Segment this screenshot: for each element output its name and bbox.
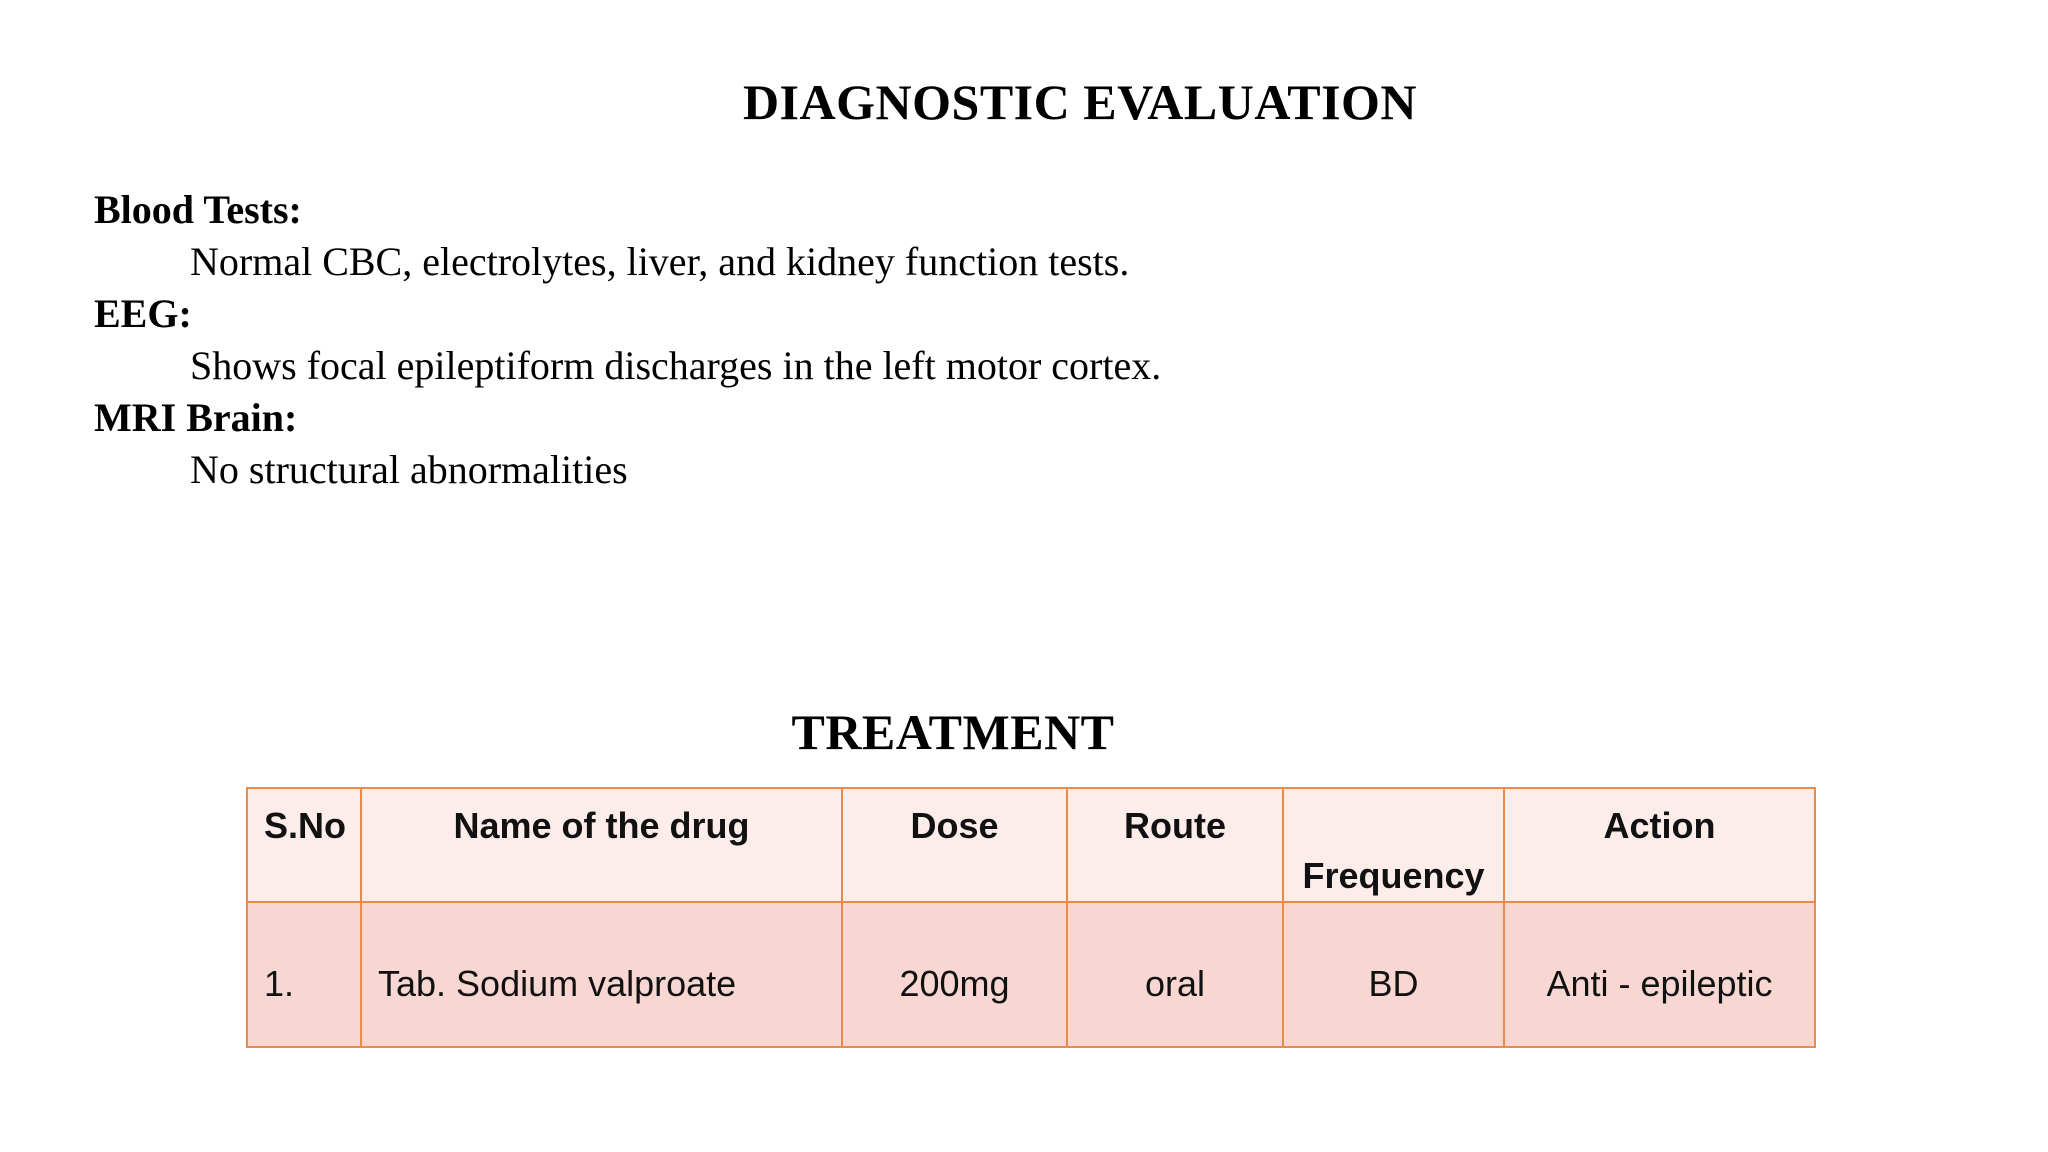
finding-value-eeg: Shows focal epileptiform discharges in the left motor cortex. [190, 343, 1162, 388]
diagnostic-findings [94, 184, 1794, 496]
finding-value-mri-brain: No structural abnormalities [190, 447, 628, 492]
table-row [247, 902, 1815, 1047]
finding-heading-mri-brain: MRI Brain: [94, 395, 298, 440]
table-header-row [247, 788, 1815, 902]
cell-dose: 200mg [842, 902, 1067, 1047]
cell-sno: 1. [247, 902, 361, 1047]
finding-heading-eeg: EEG: [94, 291, 192, 336]
column-header-route: Route [1067, 788, 1283, 902]
cell-drug-name: Tab. Sodium valproate [361, 902, 842, 1047]
cell-frequency: BD [1283, 902, 1504, 1047]
finding-heading-blood-tests: Blood Tests: [94, 187, 302, 232]
column-header-dose: Dose [842, 788, 1067, 902]
column-header-frequency: Frequency [1283, 788, 1504, 902]
page-title: DIAGNOSTIC EVALUATION [742, 74, 1418, 130]
finding-value-blood-tests: Normal CBC, electrolytes, liver, and kidney function tests. [190, 239, 1130, 284]
column-header-sno: S.No [247, 788, 361, 902]
treatment-table [246, 787, 1816, 1048]
treatment-title: TREATMENT [791, 704, 1115, 760]
column-header-drug-name: Name of the drug [361, 788, 842, 902]
cell-action: Anti - epileptic [1504, 902, 1815, 1047]
cell-route: oral [1067, 902, 1283, 1047]
column-header-action: Action [1504, 788, 1815, 902]
